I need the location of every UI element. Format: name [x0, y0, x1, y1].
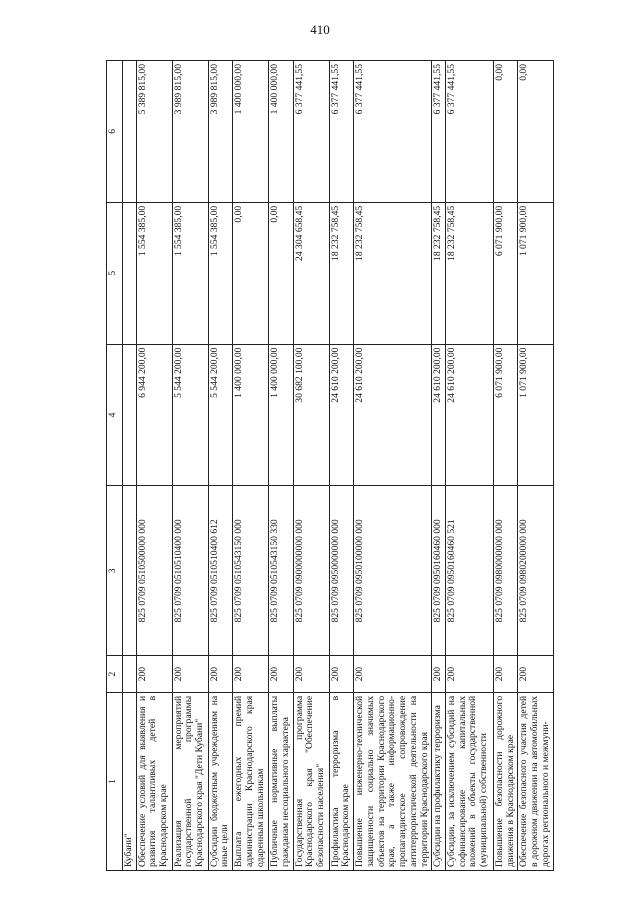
rotated-table-content: [106, 60, 551, 871]
value: 1 071 900,00: [518, 205, 530, 257]
row-value-col5: [269, 202, 293, 344]
value: 18 232 758,45: [432, 205, 444, 261]
row-code-3: [123, 486, 137, 656]
column-header: 2: [107, 656, 123, 692]
value: 18 232 758,45: [354, 205, 366, 261]
row-name: Повышение инженерно-технической защищенности социально значимых объектов на территории Краснодарского края, а также информационно-пропагандистское сопровождение антитеррористической деятельности на территории Краснодарского края: [354, 692, 432, 870]
budget-table: [106, 60, 554, 871]
value: 6 377 441,55: [446, 64, 458, 115]
value: 1 400 000,00: [233, 347, 245, 398]
value: 6 377 441,55: [432, 64, 444, 115]
row-name: Субсидии, за исключением субсидий на софинансирование капитальных вложений в объекты государственной (муниципальной) собственности: [446, 692, 494, 870]
value: 6 377 441,55: [354, 64, 366, 115]
row-code-2: 200: [208, 656, 232, 692]
value: 3 989 815,00: [172, 64, 184, 115]
rotated-table-frame: [106, 60, 551, 871]
row-name: Субсидии на профилактику терроризма: [432, 692, 446, 870]
row-value-col4: [172, 344, 208, 486]
value: 24 610 200,00: [446, 347, 458, 403]
row-value-col6: [494, 61, 518, 203]
row-value-col5: [123, 202, 137, 344]
row-code-3: 825 0709 0510510400 000: [172, 486, 208, 656]
row-name: Обеспечение безопасного участия детей в дорожном движении на автомобильных дорогах регионального и межмуни-: [518, 692, 553, 870]
value: 1 554 385,00: [208, 205, 220, 257]
row-code-2: [123, 656, 137, 692]
table-row: [432, 61, 446, 871]
row-code-3: 825 0709 0950000000 000: [329, 486, 353, 656]
row-value-col4: [269, 344, 293, 486]
row-value-col5: [172, 202, 208, 344]
table-body: [107, 61, 554, 871]
row-code-2: 200: [172, 656, 208, 692]
row-value-col6: [432, 61, 446, 203]
row-name: Кубани": [123, 692, 137, 870]
value: 0,00: [518, 64, 530, 81]
value: 6 071 900,00: [494, 205, 506, 257]
row-value-col4: [494, 344, 518, 486]
row-code-3: 825 0709 0950160460 000: [432, 486, 446, 656]
row-name: Государственная программа Краснодарского края "Обеспечение безопасности населения": [293, 692, 329, 870]
table-row: [233, 61, 269, 871]
row-value-col4: [208, 344, 232, 486]
row-value-col4: [518, 344, 553, 486]
value: 3 989 815,00: [208, 64, 220, 115]
value: 1 554 385,00: [136, 205, 148, 257]
row-value-col6: [293, 61, 329, 203]
row-value-col5: [446, 202, 494, 344]
row-value-col6: [269, 61, 293, 203]
table-row: [172, 61, 208, 871]
row-value-col4: [446, 344, 494, 486]
row-name: Публичные нормативные выплаты гражданам несоциального характера: [269, 692, 293, 870]
row-value-col6: [136, 61, 172, 203]
row-value-col6: [123, 61, 137, 203]
row-value-col6: [354, 61, 432, 203]
row-name: Субсидии бюджетным учреждениям на иные цели: [208, 692, 232, 870]
row-value-col6: [233, 61, 269, 203]
value: 5 544 200,00: [208, 347, 220, 398]
value: 24 610 200,00: [354, 347, 366, 403]
row-value-col6: [518, 61, 553, 203]
table-row: [269, 61, 293, 871]
value: 0,00: [233, 205, 245, 223]
value: 6 944 200,00: [136, 347, 148, 398]
row-name: Обеспечение условий для выявления и развития талантливых детей в Краснодарском крае: [136, 692, 172, 870]
value: 18 232 758,45: [329, 205, 341, 261]
value: 1 400 000,00: [269, 64, 281, 115]
column-header: 3: [107, 486, 123, 656]
value: 24 304 658,45: [293, 205, 305, 261]
row-value-col4: [123, 344, 137, 486]
row-name: Реализация мероприятий государственной программы Краснодарского края "Дети Кубани": [172, 692, 208, 870]
column-header: 4: [107, 344, 123, 486]
value: 1 400 000,00: [269, 347, 281, 398]
row-code-3: 825 0709 0510500000 000: [136, 486, 172, 656]
row-value-col5: [233, 202, 269, 344]
table-row: [446, 61, 494, 871]
table-row: [293, 61, 329, 871]
table-row: [208, 61, 232, 871]
column-number-row: [107, 61, 123, 871]
value: 0,00: [494, 64, 506, 81]
row-value-col5: [518, 202, 553, 344]
row-value-col5: [432, 202, 446, 344]
row-value-col6: [172, 61, 208, 203]
row-value-col6: [329, 61, 353, 203]
row-code-2: 200: [354, 656, 432, 692]
row-code-2: 200: [446, 656, 494, 692]
row-code-2: 200: [136, 656, 172, 692]
row-value-col4: [136, 344, 172, 486]
row-name: Профилактика терроризма в Краснодарском крае: [329, 692, 353, 870]
row-code-3: 825 0709 0510543150 000: [233, 486, 269, 656]
value: 6 377 441,55: [293, 64, 305, 115]
value: 30 682 100,00: [293, 347, 305, 403]
row-value-col4: [432, 344, 446, 486]
row-value-col5: [208, 202, 232, 344]
column-header: 6: [107, 61, 123, 203]
row-value-col5: [329, 202, 353, 344]
row-value-col5: [136, 202, 172, 344]
table-row: [494, 61, 518, 871]
column-header: 1: [107, 692, 123, 870]
row-value-col4: [354, 344, 432, 486]
value: 18 232 758,45: [446, 205, 458, 261]
row-code-3: 825 0709 0980000000 000: [494, 486, 518, 656]
row-code-2: 200: [518, 656, 553, 692]
value: 24 610 200,00: [329, 347, 341, 403]
row-value-col6: [208, 61, 232, 203]
row-name: Выплата ежегодных премий администрации Краснодарского края одаренным школьникам: [233, 692, 269, 870]
row-code-2: 200: [432, 656, 446, 692]
value: 6 377 441,55: [329, 64, 341, 115]
value: 1 400 000,00: [233, 64, 245, 115]
row-code-2: 200: [233, 656, 269, 692]
row-value-col4: [329, 344, 353, 486]
value: 1 071 900,00: [518, 347, 530, 398]
row-value-col5: [354, 202, 432, 344]
row-value-col4: [293, 344, 329, 486]
value: 0,00: [269, 205, 281, 223]
row-value-col5: [494, 202, 518, 344]
row-code-2: 200: [293, 656, 329, 692]
table-row: [329, 61, 353, 871]
row-code-3: 825 0709 0980200000 000: [518, 486, 553, 656]
value: 5 544 200,00: [172, 347, 184, 398]
table-row: [136, 61, 172, 871]
column-header: 5: [107, 202, 123, 344]
page-number: 410: [310, 22, 330, 37]
row-code-2: 200: [329, 656, 353, 692]
row-value-col6: [446, 61, 494, 203]
row-code-3: 825 0709 0510543150 330: [269, 486, 293, 656]
table-row: [123, 61, 137, 871]
row-code-2: 200: [494, 656, 518, 692]
row-code-3: 825 0709 0950100000 000: [354, 486, 432, 656]
value: 6 071 900,00: [494, 347, 506, 398]
value: 5 389 815,00: [136, 64, 148, 115]
value: 1 554 385,00: [172, 205, 184, 257]
row-code-3: 825 0709 0950160460 521: [446, 486, 494, 656]
row-code-2: 200: [269, 656, 293, 692]
row-value-col4: [233, 344, 269, 486]
table-row: [518, 61, 553, 871]
row-value-col5: [293, 202, 329, 344]
row-code-3: 825 0709 0510510400 612: [208, 486, 232, 656]
row-name: Повышение безопасности дорожного движения в Краснодарском крае: [494, 692, 518, 870]
row-code-3: 825 0709 0900000000 000: [293, 486, 329, 656]
value: 24 610 200,00: [432, 347, 444, 403]
table-row: [354, 61, 432, 871]
